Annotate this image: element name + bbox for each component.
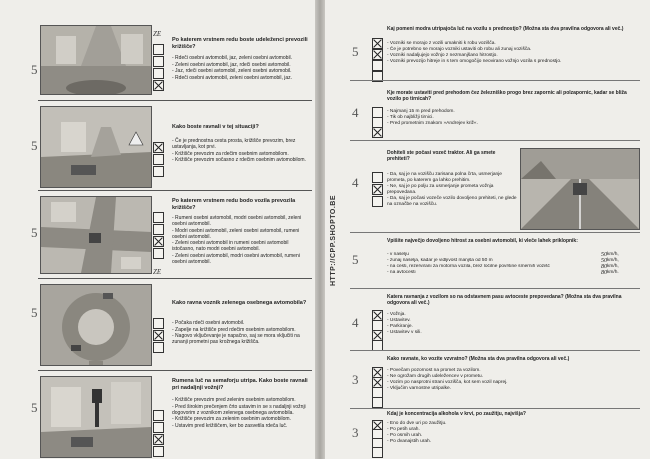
checkbox[interactable] [153,446,164,457]
checkbox[interactable] [153,410,164,421]
answer-option: - Križišče prevozim za rdečim osebnim avtomobilom. [172,150,289,157]
answer-option: - Ustavitev. [387,318,411,323]
answer-list [172,138,312,164]
answer-option: - Zapelje na križišče pred rdečim osebnim avtomobilom. [172,326,296,333]
divider [350,350,640,351]
speed-unit: km/h, [607,252,619,257]
divider [350,232,640,233]
answer-option: - Počaka rdeči osebni avtomobil. [172,320,245,326]
answer-option: - Po petih urah. [387,427,420,432]
answer-option: - Če je prednostna cesta prosta, križišče prevozim, brez ustavljanja, kot prvi. [172,138,296,150]
answer-list [172,320,312,346]
checkbox[interactable] [372,196,383,207]
answer-list [387,421,446,445]
divider [350,288,640,289]
answer-option: - Parkiranje. [387,324,413,329]
answer-list [387,172,517,208]
answer-option: - Ustavim pred križiščem, ker bo zasvetila rdeča luč. [172,422,288,429]
speed-value[interactable]: 80 [601,264,607,270]
watermark-url: HTTP://CPP.SHOPTO.BE [330,194,337,286]
answer-option: - Zeleni osebni avtomobil, modri osebni avtomobil, rumeni osebni avtomobil. [172,252,300,265]
junction-image [40,106,152,188]
checkbox[interactable] [153,342,164,353]
checkbox[interactable] [153,44,164,55]
answer-list [387,368,508,392]
question-points: 5 [31,225,38,240]
answer-option: - Križišče prevozim za zelenim osebnim avtomobilom. [172,416,291,422]
question-text: Kdaj je koncentracija alkohola v krvi, po zaužitju, najvišja? [387,411,526,417]
traffic-light-image [40,376,152,458]
answer-option: - Po dvanajstih urah. [387,439,431,444]
speed-label: - na avtocesti [387,270,416,275]
answer-option: - Rdeči osebni avtomobil, zeleni osebni avtomobil, jaz. [172,74,293,81]
speed-table [387,252,631,276]
checkbox-checked[interactable] [372,49,383,60]
answer-option: - Eno do dve uri po zaužitju. [387,421,447,426]
question-points: 3 [352,372,359,387]
answer-option: - Če je potrebno se morajo vozniki ustaviti ob robu ali zunaj vozišča. [387,47,532,52]
question-points: 5 [31,305,38,320]
question-text: Kje morate ustaviti pred prehodom čez železniško progo brez zapornic ali polzapornic, kadar se bliža vozilo po tirnicah? [387,90,627,102]
answer-option: - Jaz, rdeči osebni avtomobil, zeleni osebni avtomobil. [172,68,292,74]
checkbox[interactable] [372,397,383,408]
answer-option: - Križišče prevozim sočasno z rdečim osebnim avtomobilom. [172,157,306,163]
roundabout-image [40,284,152,366]
checkbox[interactable] [372,447,383,458]
handwritten-mark: ZE [153,30,162,38]
checkbox[interactable] [153,68,164,79]
answer-option: - Ne ogrožam drugih udeležencev v prometu. [387,374,483,379]
question-points: 5 [352,252,359,267]
answer-option: - Zeleni osebni avtomobil, jaz, rdeči osebni avtomobil. [172,61,291,68]
checkbox[interactable] [153,422,164,433]
checkbox-checked[interactable] [153,236,164,247]
answer-option: - Tik ob najbližji tirnici. [387,115,434,120]
checkbox-checked[interactable] [372,184,383,195]
answer-option: - Najmanj 15 m pred prehodom. [387,109,455,114]
divider [350,140,640,141]
divider [38,278,312,279]
crossroads-image [40,196,152,274]
checkbox-checked[interactable] [153,142,164,153]
checkbox[interactable] [153,212,164,223]
checkbox-checked[interactable] [153,330,164,341]
checkbox-checked[interactable] [153,434,164,445]
speed-unit: km/h, [607,258,619,263]
question-points: 3 [352,425,359,440]
answer-option: - Da, saj je počasi vozeče vozilo dovoljeno prehiteti, ne glede na označbe na vozišču. [387,196,517,207]
answer-option: - Vožnja. [387,312,406,317]
answer-option: - Vozniki prevozijo hitreje in s tem omogočijo neovirano vožnjo vozila s prednostjo. [387,59,562,64]
question-text: Kako ravna voznik zelenega osebnega avtomobila? [172,300,307,306]
checkbox[interactable] [372,172,383,183]
question-points: 5 [352,44,359,59]
checkbox[interactable] [153,224,164,235]
checkbox[interactable] [153,166,164,177]
checkbox[interactable] [153,318,164,329]
answer-list [172,397,312,429]
question-text: Vpišite največjo dovoljeno hitrost za osebni avtomobil, ki vleče lahek priklopnik: [387,238,578,244]
answer-option: - Zeleni osebni avtomobil in rumeni osebni avtomobil istočasno, nato modri osebni avtomobil. [172,240,289,252]
book-spine [315,0,325,459]
answer-list [387,41,561,65]
answer-option: - Pred prometnim znakom »Andrejev križ«. [387,121,478,126]
question-points: 4 [352,315,359,330]
answer-option: - Rdeči osebni avtomobil, jaz, zeleni osebni avtomobil. [172,55,293,61]
answer-list [387,109,478,127]
answer-list [172,215,312,265]
divider [350,408,640,409]
answer-option: - Rumeni osebni avtomobil, modri osebni avtomobil, zeleni osebni avtomobil. [172,215,302,227]
speed-label: - v naselju [387,252,409,257]
question-points: 5 [31,62,38,77]
answer-option: - Vozniki se morajo z vozili umakniti k robu vozišča. [387,41,496,46]
answer-option: - Pred širokim prečenjem črto ustavim in se s nadaljnji vožnji dogovorim z voznikom zelenega osebnega avtomobila. [172,403,306,416]
question-text: Kako boste ravnali v tej situaciji? [172,124,259,130]
answer-option: - Po osmih urah. [387,433,423,438]
checkbox-checked[interactable] [153,80,164,91]
checkbox-checked[interactable] [372,38,383,49]
question-text: Kako ravnate, ko vozite vzvratno? (Možna sta dva pravilna odgovora ali več.) [387,356,570,362]
speed-unit: km/h, [607,264,619,269]
divider [350,80,640,81]
answer-option: - Da, saj je na vozišču zarisana polna črta, usmerjanje prometa, po katerem ga lahko prehitim. [387,172,502,183]
answer-option: - Vključim varnostne utripalke. [387,386,451,391]
answer-option: - Vozim po nasprotni strani vozišča, kot sem vozil naprej. [387,380,508,385]
tractor-road-image [520,148,640,230]
checkbox[interactable] [372,60,383,71]
checkbox-checked[interactable] [372,127,383,138]
answer-option: - Povečam pozornost na promet za vozilom. [387,368,481,373]
answer-option: - Vozniki nadaljujejo vožnjo z nezmanjšano hitrostjo. [387,53,498,58]
speed-row [387,270,631,276]
divider [38,100,312,101]
answer-list [172,55,312,81]
checkbox[interactable] [153,248,164,259]
answer-option: - Ne, saj je po polju za usmerjanje prometa vožnja prepovedana. [387,184,494,195]
checkbox[interactable] [153,56,164,67]
question-text: Po katerem vrstnem redu boste udeleženci prevozili križišče? [172,37,308,50]
divider [38,190,312,191]
question-points: 4 [352,105,359,120]
answer-option: - Križišče prevozim pred zelenim osebnim avtomobilom. [172,397,296,403]
question-text: Kaj pomeni modra utripajoča luč na vozilu s prednostjo? (Možna sta dva pravilna odgovora ali več.) [387,26,624,32]
question-text: Po katerem vrstnem redu bodo vozila prevozila križišče? [172,198,296,211]
answer-option: - Nagovo vključevanje je napačno, saj se mora vključiti na zunanji prometni pas krožnega križišča. [172,333,300,345]
question-text: Rumena luč na semaforju utripa. Kako boste ravnali pri nadaljnji vožnji? [172,378,308,391]
handwritten-mark: ZE [153,268,162,276]
intersection-image [40,25,152,95]
speed-unit: km/h. [607,270,619,275]
question-points: 5 [31,138,38,153]
checkbox[interactable] [153,154,164,165]
answer-list [387,312,422,336]
question-points: 4 [352,175,359,190]
speed-value[interactable]: 80 [601,270,607,276]
answer-option: - Ustavitev v sili. [387,330,422,335]
speed-value[interactable]: 50 [601,258,607,264]
speed-label: - zunaj naselja, kadar je vidljivost manjša od 50 m [387,258,493,263]
question-text: Katera ravnanja z vozilom so na odstavnem pasu avtoceste prepovedana? (Možna sta dva pravilna odgovora ali več.) [387,294,622,306]
answer-option: - Modri osebni avtomobil, zeleni osebni avtomobil, rumeni osebni avtomobil. [172,227,300,240]
question-text: Dohiteli ste počasi vozeč traktor. Ali ga smete prehiteti? [387,150,496,162]
question-points: 5 [31,400,38,415]
divider [38,370,312,371]
speed-label: - na cesti, rezervirani za motorna vozila, brez ločilne površine smernih vozišč [387,264,550,269]
speed-value[interactable]: 50 [601,252,607,258]
